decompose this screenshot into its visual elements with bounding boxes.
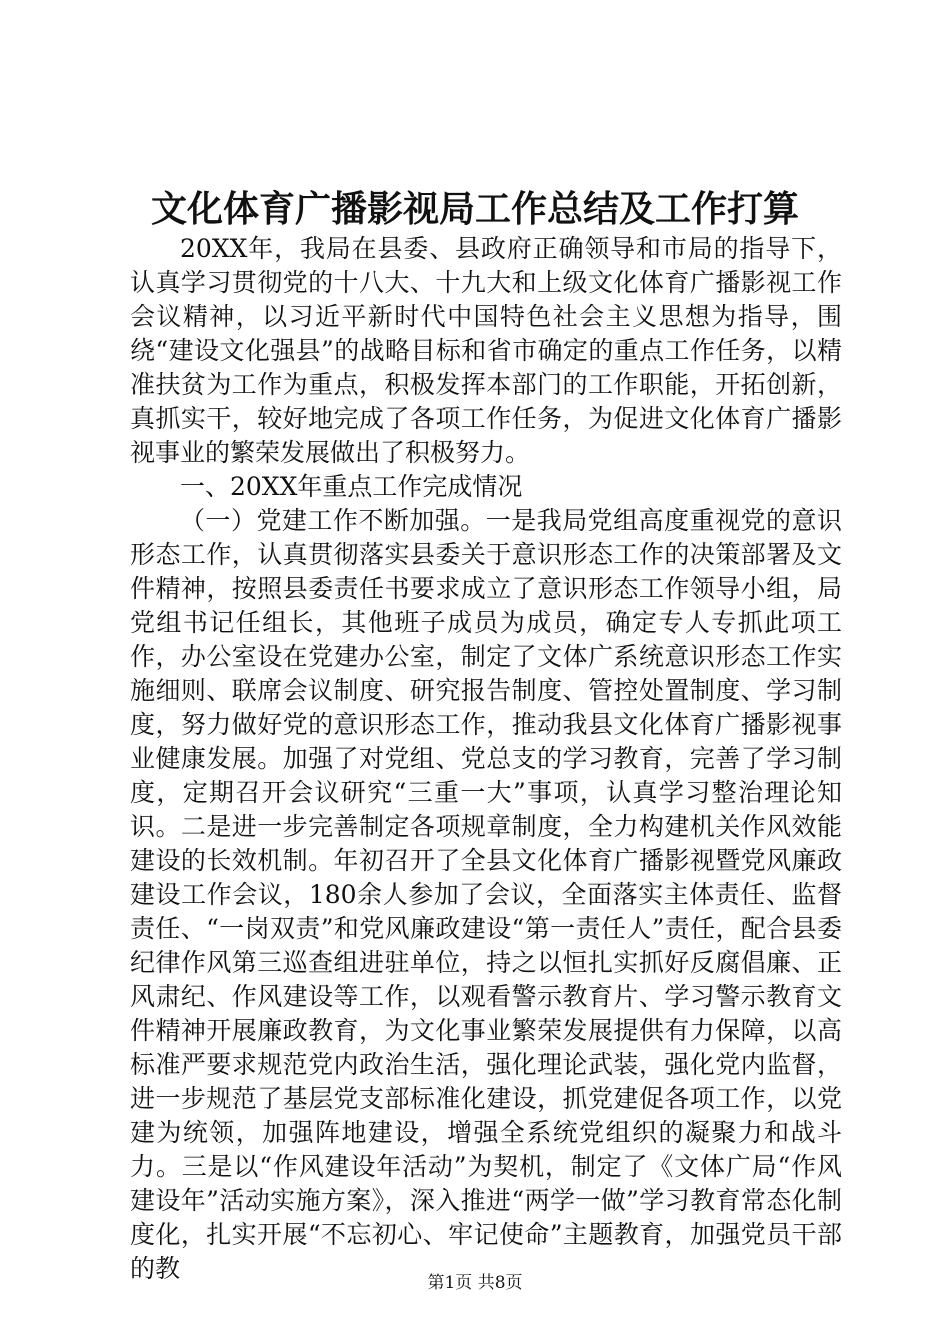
- document-title: 文化体育广播影视局工作总结及工作打算: [150, 188, 799, 230]
- section-heading: 一、20XX年重点工作完成情况: [180, 472, 523, 501]
- page-footer: 第1页 共8页: [427, 1273, 523, 1293]
- body-paragraph: （一）党建工作不断加强。一是我局党组高度重视党的意识形态工作，认真贯彻落实县委关于意识形态工作的决策部署及文件精神，按照县委责任书要求成立了意识形态工作领导小组，局党组书记任组长，其他班子成员为成员，确定专人专抓此项工作，办公室设在党建办公室，制定了文体广系统意识形态工作实施细则、联席会议制度、研究报告制度、管控处置制度、学习制度，努力做好党的意识形态工作，推动我县文化体育广播影视事业健康发展。加强了对党组、党总支的学习教育，完善了学习制度，定期召开会议研究“三重一大”事项，认真学习整治理论知识。二是进一步完善制定各项规章制度，全力构建机关作风效能建设的长效机制。年初召开了全县文化体育广播影视暨党风廉政建设工作会议，180余人参加了会议，全面落实主体责任、监督责任、“一岗双责”和党风廉政建设“第一责任人”责任，配合县委纪律作风第三巡查组进驻单位，持之以恒扎实抓好反腐倡廉、正风肃纪、作风建设等工作，以观看警示教育片、学习警示教育文件精神开展廉政教育，为文化事业繁荣发展提供有力保障，以高标准严要求规范党内政治生活，强化理论武装，强化党内监督，进一步规范了基层党支部标准化建设，抓党建促各项工作，以党建为统领，加强阵地建设，增强全系统党组织的凝聚力和战斗力。三是以“作风建设年活动”为契机，制定了《文体广局“作风建设年”活动实施方案》，深入推进“两学一做”学习教育常态化制度化，扎实开展“不忘初心、牢记使命”主题教育，加强党员干部的教: [130, 506, 842, 1283]
- intro-paragraph: 20XX年，我局在县委、县政府正确领导和市局的指导下，认真学习贯彻党的十八大、十九大和上级文化体育广播影视工作会议精神，以习近平新时代中国特色社会主义思想为指导，围绕“建设文化强县”的战略目标和省市确定的重点工作任务，以精准扶贫为工作为重点，积极发挥本部门的工作职能，开拓创新，真抓实干，较好地完成了各项工作任务，为促进文化体育广播影视事业的繁荣发展做出了积极努力。: [130, 234, 842, 467]
- document-body: [130, 232, 842, 1286]
